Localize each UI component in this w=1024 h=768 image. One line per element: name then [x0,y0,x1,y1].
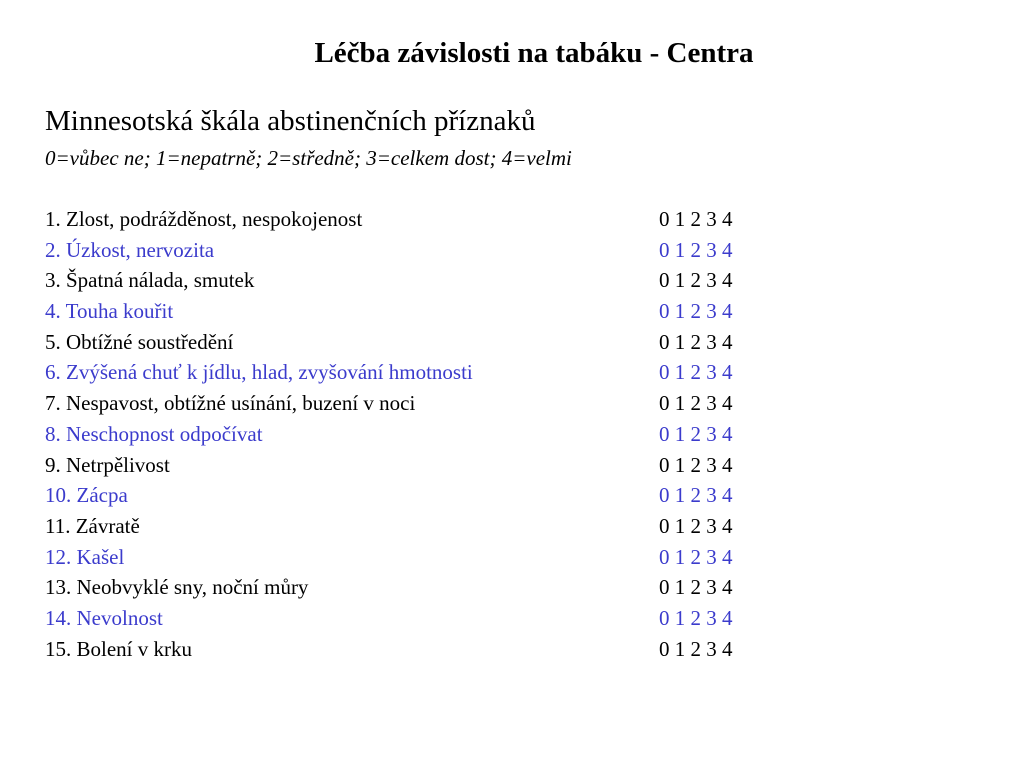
list-item [45,204,765,235]
item-scale: 0 1 2 3 4 [659,421,733,446]
list-item [45,634,765,665]
item-scale: 0 1 2 3 4 [659,329,733,354]
list-item [45,419,765,450]
symptom-list [45,204,765,664]
item-label: 10. Zácpa [45,483,128,508]
item-label: 8. Neschopnost odpočívat [45,421,263,446]
item-label: 1. Zlost, podrážděnost, nespokojenost [45,207,363,231]
item-label: 9. Netrpělivost [45,452,170,477]
item-label: 13. Neobvyklé sny, noční můry [45,575,309,600]
item-scale: 0 1 2 3 4 [659,452,733,477]
item-label: 12. Kašel [45,544,125,569]
list-item [45,572,765,603]
item-scale: 0 1 2 3 4 [659,299,733,324]
item-scale: 0 1 2 3 4 [659,636,733,661]
list-item [45,542,765,573]
item-label: 6. Zvýšená chuť k jídlu, hlad, zvyšování hmotnosti [45,360,473,385]
list-item [45,296,765,327]
item-label: 2. Úzkost, nervozita [45,237,215,262]
item-scale: 0 1 2 3 4 [659,544,733,569]
item-scale: 0 1 2 3 4 [659,360,733,385]
item-label: 5. Obtížné soustředění [45,329,234,354]
item-scale: 0 1 2 3 4 [659,483,733,508]
list-item [45,388,765,419]
scale-legend: 0=vůbec ne; 1=nepatrně; 2=středně; 3=celkem dost; 4=velmi [45,146,572,170]
list-item [45,450,765,481]
item-label: 15. Bolení v krku [45,636,192,661]
list-item [45,480,765,511]
list-item [45,235,765,266]
list-item [45,357,765,388]
page-title: Léčba závislosti na tabáku - Centra [314,37,754,69]
list-item [45,327,765,358]
list-item [45,603,765,634]
list-item [45,511,765,542]
item-scale: 0 1 2 3 4 [659,237,733,262]
item-scale: 0 1 2 3 4 [659,207,733,231]
item-scale: 0 1 2 3 4 [659,575,733,600]
list-item [45,265,765,296]
scale-heading: Minnesotská škála abstinenčních příznaků [45,105,536,137]
item-label: 7. Nespavost, obtížné usínání, buzení v noci [45,391,416,416]
item-scale: 0 1 2 3 4 [659,391,733,416]
item-scale: 0 1 2 3 4 [659,268,733,293]
item-label: 14. Nevolnost [45,605,163,630]
item-label: 3. Špatná nálada, smutek [45,268,255,293]
item-label: 4. Touha kouřit [45,299,174,324]
item-scale: 0 1 2 3 4 [659,605,733,630]
item-scale: 0 1 2 3 4 [659,513,733,538]
item-label: 11. Závratě [45,513,140,538]
